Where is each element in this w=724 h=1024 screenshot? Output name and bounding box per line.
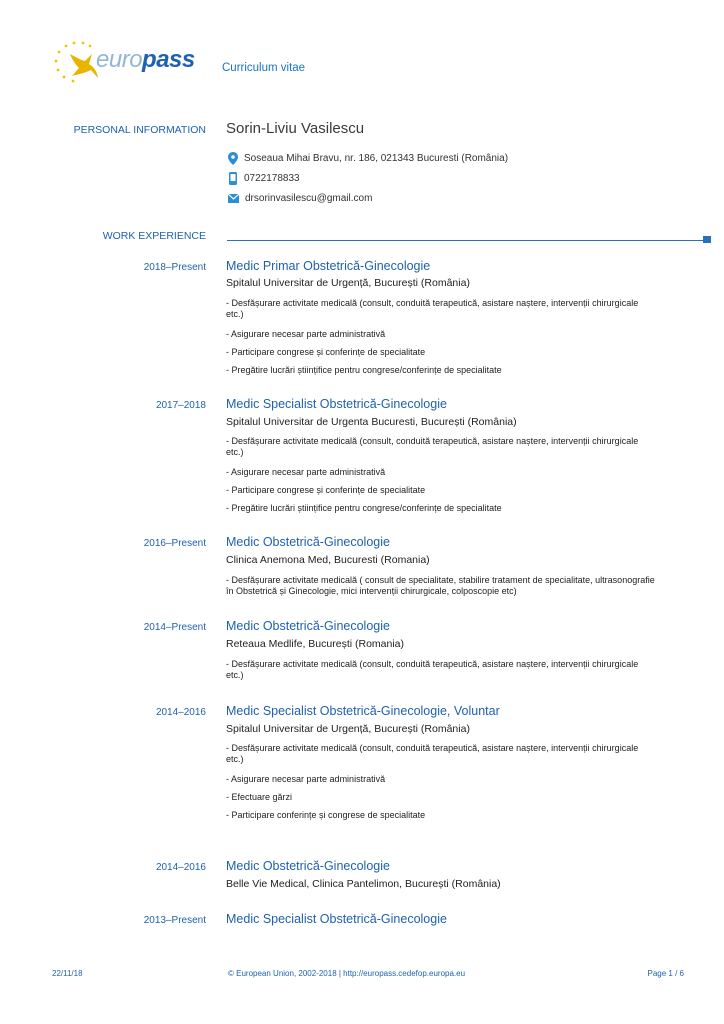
entry-job-title: Medic Primar Obstetrică-Ginecologie	[226, 259, 431, 273]
entry-employer: Reteaua Medlife, București (Romania)	[226, 638, 404, 650]
entry-duty: - Efectuare gărzi	[226, 792, 293, 802]
footer-copyright[interactable]: © European Union, 2002-2018 | http://europass.cedefop.europa.eu	[228, 969, 466, 978]
document-title: Curriculum vitae	[222, 62, 306, 74]
candidate-name: Sorin-Liviu Vasilescu	[226, 120, 365, 137]
phone-row	[228, 172, 300, 185]
entry-date: 2016–Present	[143, 538, 206, 549]
entry-date: 2013–Present	[143, 915, 206, 926]
entry-date: 2017–2018	[155, 400, 206, 411]
entry-date: 2018–Present	[143, 262, 206, 273]
footer-page-number: Page 1 / 6	[647, 969, 684, 978]
entry-duty: - Pregătire lucrări științifice pentru congrese/conferințe de specialitate	[226, 503, 502, 513]
entry-job-title: Medic Specialist Obstetrică-Ginecologie	[226, 397, 447, 411]
address-text: Soseaua Mihai Bravu, nr. 186, 021343 Bucuresti (România)	[244, 153, 509, 164]
entry-duty: - Asigurare necesar parte administrativă	[226, 467, 386, 477]
entry-employer: Spitalul Universitar de Urgență, București (România)	[226, 723, 470, 735]
entry-duty: - Asigurare necesar parte administrativă	[226, 774, 386, 784]
work-experience-label: WORK EXPERIENCE	[102, 230, 206, 242]
footer-date: 22/11/18	[52, 969, 83, 978]
entry-duty: - Desfășurare activitate medicală ( consult de specialitate, stabilire tratament de specialitate, ultrasonografie în Obstetrică și Ginecologie, mici intervenții chirurgicale, colposcopie etc)	[226, 575, 655, 596]
europass-logo	[52, 40, 212, 84]
entry-duty: - Desfășurare activitate medicală (consult, conduită terapeutică, asistare naștere, intervenții chirurgicale etc.)	[226, 436, 639, 457]
entry-job-title: Medic Specialist Obstetrică-Ginecologie	[226, 912, 447, 926]
entry-job-title: Medic Obstetrică-Ginecologie	[226, 619, 390, 633]
entry-duty: - Participare congrese și conferințe de specialitate	[226, 485, 426, 495]
entry-employer: Belle Vie Medical, Clinica Pantelimon, București (România)	[226, 878, 501, 890]
personal-information-label: PERSONAL INFORMATION	[73, 124, 206, 136]
section-divider-marker	[703, 236, 711, 243]
entry-duty: - Participare congrese și conferințe de specialitate	[226, 347, 426, 357]
location-pin-icon	[228, 152, 238, 165]
entry-duty: - Desfășurare activitate medicală (consult, conduită terapeutică, asistare naștere, intervenții chirurgicale etc.)	[226, 743, 639, 764]
entry-employer: Spitalul Universitar de Urgență, București (România)	[226, 277, 470, 289]
entry-date: 2014–2016	[155, 862, 206, 873]
section-divider	[227, 240, 703, 241]
entry-job-title: Medic Obstetrică-Ginecologie	[226, 859, 390, 873]
entry-duty: - Asigurare necesar parte administrativă	[226, 329, 386, 339]
entry-duty: - Pregătire lucrări științifice pentru congrese/conferințe de specialitate	[226, 365, 502, 375]
entry-job-title: Medic Specialist Obstetrică-Ginecologie, Voluntar	[226, 704, 500, 718]
mobile-phone-icon	[228, 172, 238, 185]
entry-duty: - Desfășurare activitate medicală (consult, conduită terapeutică, asistare naștere, intervenții chirurgicale etc.)	[226, 298, 639, 319]
entry-date: 2014–Present	[143, 622, 206, 633]
address-row	[228, 152, 508, 165]
entry-duty: - Participare conferințe și congrese de specialitate	[226, 810, 426, 820]
entry-job-title: Medic Obstetrică-Ginecologie	[226, 535, 390, 549]
entry-employer: Spitalul Universitar de Urgenta Bucuresti, București (România)	[226, 416, 517, 428]
envelope-icon	[228, 194, 239, 203]
logo-text-pass: pass	[142, 46, 195, 73]
entry-date: 2014–2016	[155, 707, 206, 718]
email-row	[228, 193, 372, 204]
phone-number: 0722178833	[244, 173, 300, 184]
logo-text-euro: euro	[96, 46, 143, 73]
email-address[interactable]: drsorinvasilescu@gmail.com	[245, 193, 373, 204]
entry-duty: - Desfășurare activitate medicală (consult, conduită terapeutică, asistare naștere, intervenții chirurgicale etc.)	[226, 659, 639, 680]
entry-employer: Clinica Anemona Med, Bucuresti (Romania)	[226, 554, 430, 566]
